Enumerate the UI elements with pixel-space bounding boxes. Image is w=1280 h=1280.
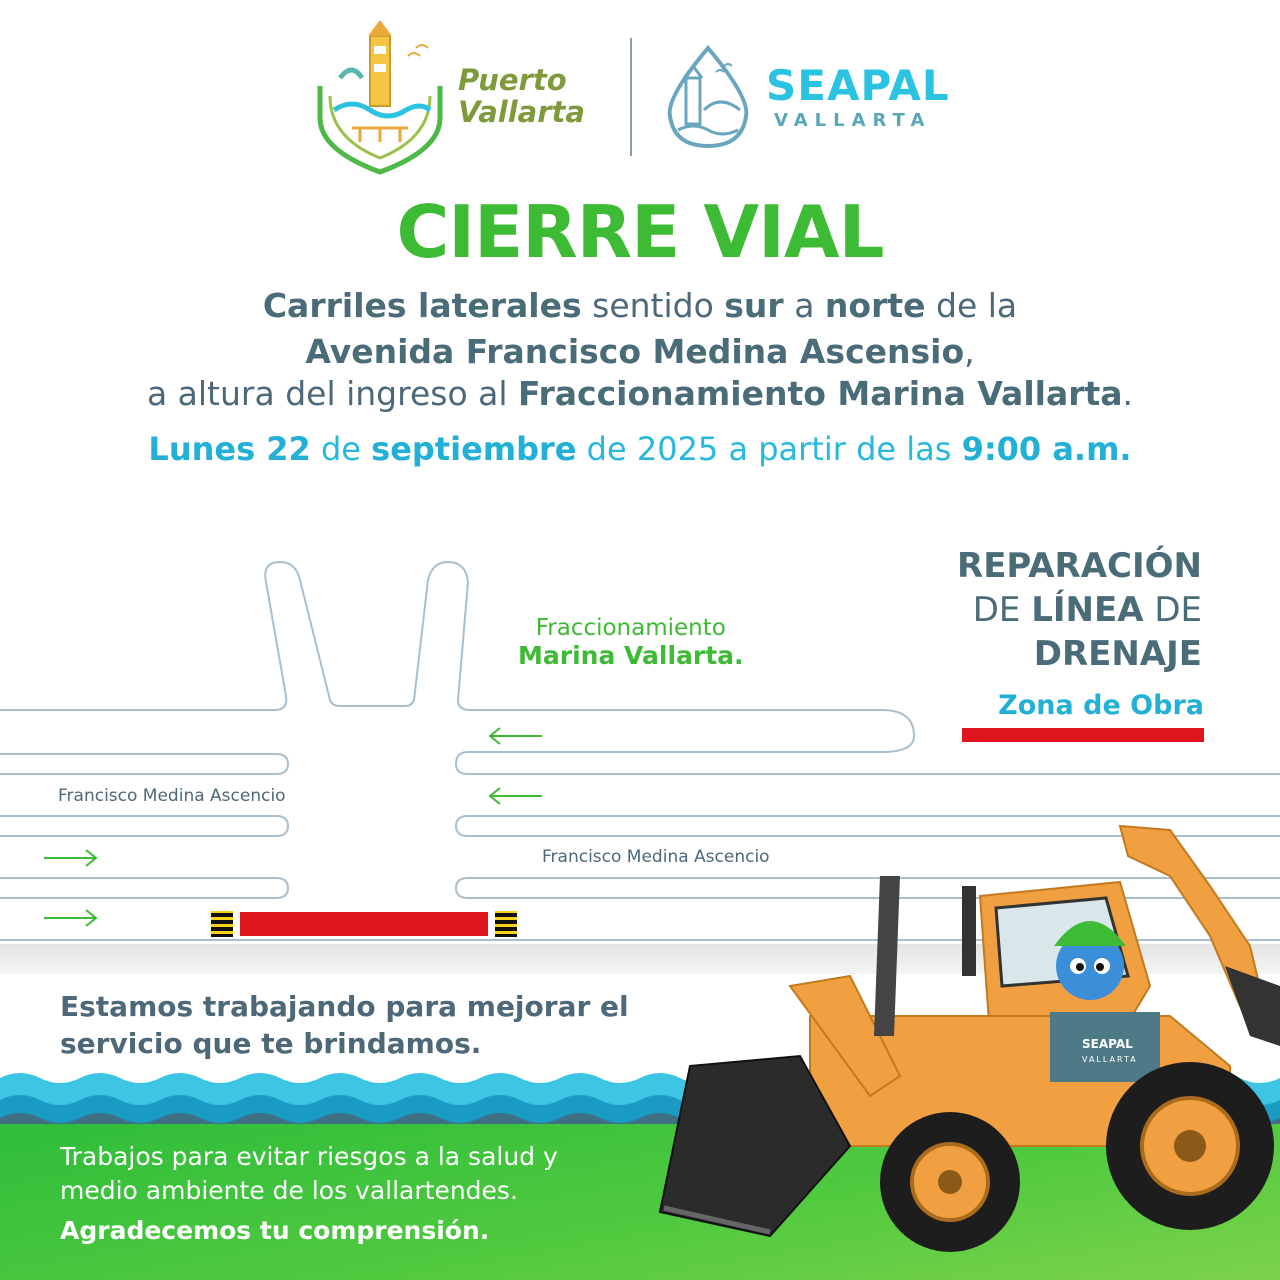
lead-north: norte [824, 286, 926, 325]
date-text: de 2025 a partir de las [576, 430, 962, 468]
lead-text: sentido [581, 286, 725, 325]
decal-sub: VALLARTA [1082, 1055, 1138, 1064]
footer-message [60, 1140, 558, 1208]
footer-line1: Trabajos para evitar riesgos a la salud y [60, 1142, 558, 1171]
barrier-right [495, 911, 517, 937]
footer-thanks: Agradecemos tu comprensión. [60, 1216, 490, 1245]
backhoe-illustration [650, 816, 1280, 1280]
road-island-1 [0, 754, 288, 774]
lead-line-3 [0, 374, 1280, 413]
date-month: septiembre [371, 430, 577, 468]
lead-line-1 [0, 286, 1280, 325]
fraccionamiento-label [518, 614, 744, 671]
logo-divider [630, 38, 632, 156]
msg-line1: Estamos trabajando para mejorar el [60, 990, 629, 1023]
repair-line1: REPARACIÓN [957, 546, 1202, 586]
decal-brand: SEAPAL [1082, 1037, 1133, 1051]
date-day: Lunes 22 [148, 430, 311, 468]
road-island-4 [0, 878, 288, 898]
street-label-right: Francisco Medina Ascencio [542, 847, 770, 867]
date-text: de [310, 430, 372, 468]
lead-fraccionamiento: Fraccionamiento Marina Vallarta [518, 374, 1123, 413]
work-zone-legend-bar [962, 728, 1204, 742]
lead-text: a [783, 286, 825, 325]
arrow-right-1 [44, 850, 96, 866]
repair-heading [957, 544, 1202, 676]
lead-south: sur [724, 286, 784, 325]
closure-date [0, 430, 1280, 468]
road-island-2 [0, 816, 288, 836]
seapal-subtitle: VALLARTA [774, 110, 932, 131]
lead-text: , [964, 332, 975, 371]
work-zone-legend: Zona de Obra [998, 690, 1204, 721]
repair-line3: DRENAJE [1033, 634, 1202, 674]
repair-line2b: LÍNEA [1031, 590, 1144, 630]
seapal-wordmark: SEAPAL [766, 61, 950, 110]
lead-text: . [1122, 374, 1134, 413]
working-message [60, 988, 629, 1062]
arrow-left-1 [490, 728, 542, 744]
repair-line2a: DE [972, 590, 1032, 630]
pv-logo-line1: Puerto [458, 63, 567, 97]
puerto-vallarta-logo [312, 18, 448, 176]
pv-logo-line2: Vallarta [458, 95, 585, 129]
seapal-drop-icon [664, 44, 752, 150]
fracc-line1: Fraccionamiento [535, 615, 726, 641]
puerto-vallarta-wordmark [458, 64, 585, 128]
lead-text: a altura del ingreso al [146, 374, 519, 413]
arrow-left-2 [490, 788, 542, 804]
msg-line2: servicio que te brindamos. [60, 1027, 482, 1060]
closure-zone-bar [240, 912, 488, 936]
footer-line2: medio ambiente de los vallartendes. [60, 1176, 518, 1205]
date-time: 9:00 a.m. [961, 430, 1132, 468]
page-title: CIERRE VIAL [396, 190, 884, 274]
fracc-line2: Marina Vallarta. [518, 641, 744, 670]
lead-text: de la [925, 286, 1018, 325]
lead-lanes: Carriles laterales [262, 286, 582, 325]
lead-avenue: Avenida Francisco Medina Ascensio [305, 332, 965, 371]
repair-line2c: DE [1143, 590, 1202, 630]
street-label-left: Francisco Medina Ascencio [58, 786, 286, 806]
arrow-right-2 [44, 910, 96, 926]
lead-line-2 [0, 332, 1280, 371]
barrier-left [211, 911, 233, 937]
